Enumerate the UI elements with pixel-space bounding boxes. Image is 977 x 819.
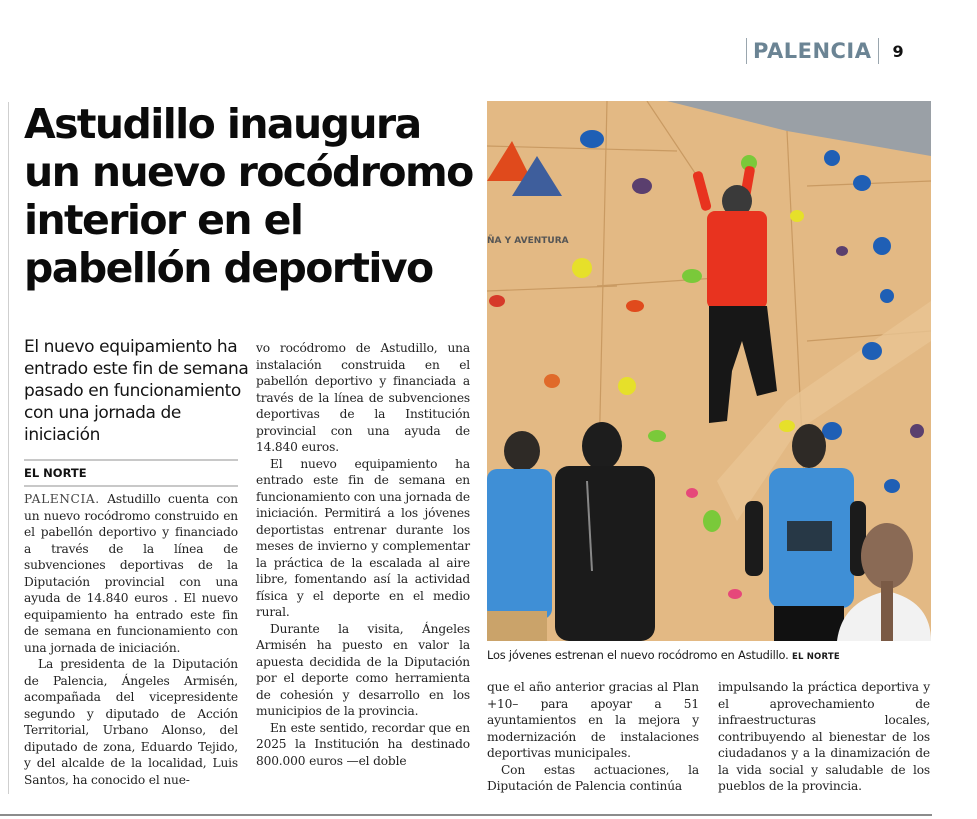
body-column-2 <box>256 340 470 769</box>
dateline: PALENCIA. <box>24 492 100 506</box>
headline: Astudillo inaugura un nuevo rocódromo interior en el pabellón deportivo <box>24 100 473 292</box>
photo-caption <box>487 648 840 662</box>
paragraph: vo rocódromo de Astudillo, una instalación construida en el pabellón deportivo y financiada a través de la línea de subvenciones deportivas de la Institución provincial con una ayuda de 14.840 euros. <box>256 341 470 454</box>
paragraph: La presidenta de la Diputación de Palencia, Ángeles Armisén, acompañada del vicepresidente segundo y diputado de Acción Territorial, Urbano Alonso, del diputado de zona, Eduardo Tejido, y del alcalde de la localidad, Luis Santos, ha conocido el nue- <box>24 657 238 787</box>
byline: EL NORTE <box>24 466 87 480</box>
body-column-1 <box>24 491 238 788</box>
paragraph: impulsando la práctica deportiva y el aprovechamiento de infraestructuras locales, contribuyendo al bienestar de los ciudadanos y a la dinamización de la vida social y saludable de los pueblos de la provincia. <box>718 680 930 793</box>
subheadline: El nuevo equipamiento ha entrado este fin de semana pasado en funcionamiento con una jornada de iniciación <box>24 337 249 445</box>
paragraph: Durante la visita, Ángeles Armisén ha puesto en valor la apuesta decidida de la Diputación por el deporte como herramienta de cohesión y desarrollo en los municipios de la provincia. <box>256 621 470 718</box>
body-column-3 <box>487 679 699 795</box>
page-number: 9 <box>892 41 904 61</box>
section-name: PALENCIA <box>753 39 872 63</box>
climbing-wall-photo <box>487 101 931 641</box>
section-header <box>746 38 904 64</box>
paragraph: El nuevo equipamiento ha entrado este fin de semana en funcionamiento con una jornada de iniciación. Permitirá a los jóvenes deportistas entrenar durante los meses de invierno y complementar la práctica de la escalada al aire libre, fomentando así la actividad física y el deporte en el medio rural. <box>256 456 470 619</box>
photo-credit: EL NORTE <box>791 652 840 662</box>
byline-rule-top <box>24 459 238 461</box>
body-column-4 <box>718 679 930 795</box>
paragraph: que el año anterior gracias al Plan +10– para apoyar a 51 ayuntamientos en la mejora y modernización de instalaciones deportivas municipales. <box>487 680 699 760</box>
article-photo <box>487 101 931 641</box>
paragraph-text: Astudillo cuenta con un nuevo rocódromo construido en el pabellón deportivo y financiado a través de la línea de subvenciones deportivas de la Diputación provincial con una ayuda de 14.840 euros . El nuevo equipamiento ha entrado este fin de semana en funcionamiento con una jornada de iniciación. <box>24 492 238 655</box>
left-margin-rule <box>8 102 9 794</box>
byline-rule-bottom <box>24 485 238 487</box>
paragraph: Con estas actuaciones, la Diputación de Palencia continúa <box>487 762 699 793</box>
section-divider <box>878 38 879 64</box>
bottom-rule <box>0 814 932 816</box>
paragraph <box>24 491 238 656</box>
caption-text: Los jóvenes estrenan el nuevo rocódromo en Astudillo. <box>487 648 789 662</box>
wall-sign-text: ÑA Y AVENTURA <box>487 236 569 246</box>
paragraph: En este sentido, recordar que en 2025 la Institución ha destinado 800.000 euros —el doble <box>256 720 470 768</box>
